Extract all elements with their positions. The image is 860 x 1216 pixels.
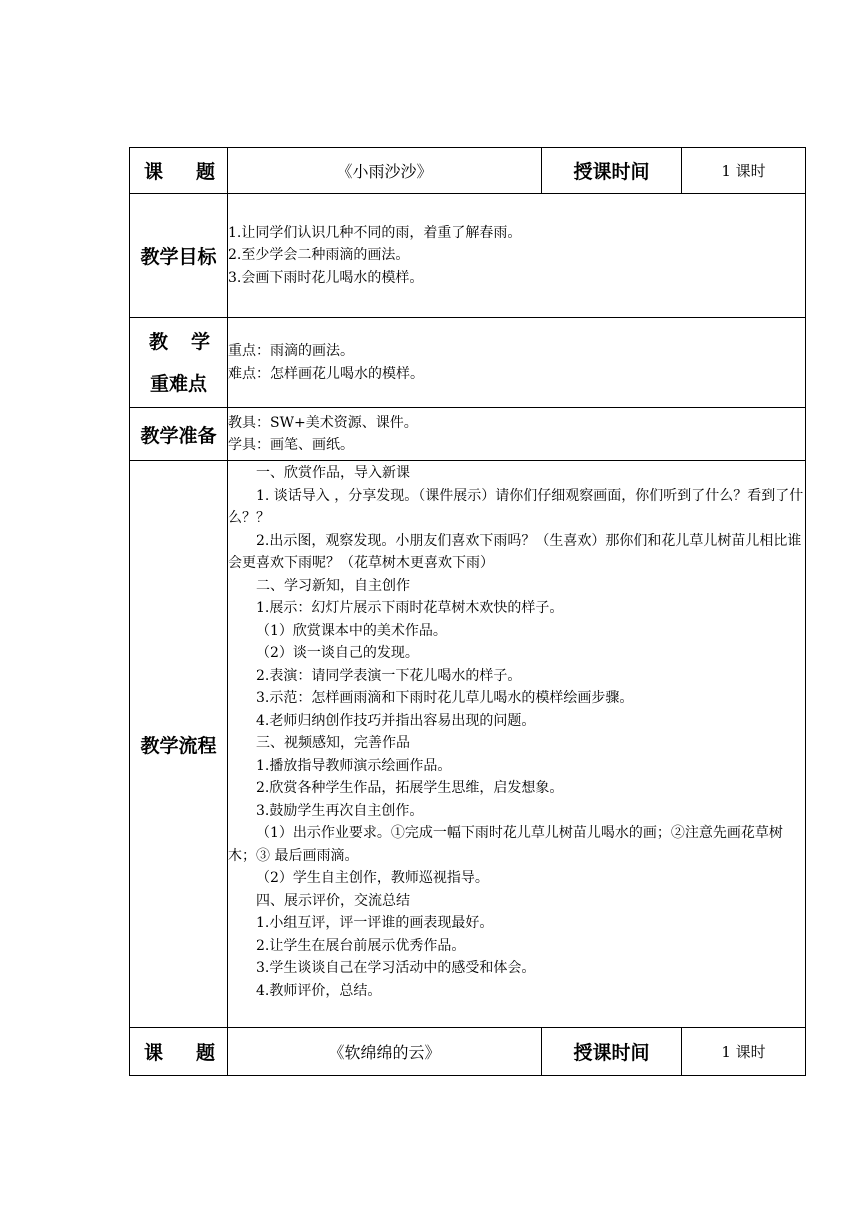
goals-row: [130, 194, 806, 318]
flow-section-heading: 二、学习新知，自主创作: [256, 577, 410, 594]
flow-step: 3.学生谈谈自己在学习活动中的感受和体会。: [256, 960, 536, 976]
time-label: 授课时间: [542, 148, 682, 194]
topic-label-char-1: 课: [144, 161, 164, 183]
flow-step: （1）出示作业要求。①完成一幅下雨时花儿草儿树苗儿喝水的画；②注意先画花草树木；③ 最后画雨滴。: [228, 825, 783, 864]
goals-label: 教学目标: [130, 194, 228, 318]
flow-step: 2.出示图，观察发现。小朋友们喜欢下雨吗？（生喜欢）那你们和花儿草儿树苗儿相比谁会更喜欢下雨呢？（花草树木更喜欢下雨）: [228, 532, 802, 571]
flow-label: 教学流程: [130, 461, 228, 1028]
flow-step: 4.老师归纳创作技巧并指出容易出现的问题。: [256, 712, 536, 729]
goals-content: [228, 194, 806, 318]
lesson2-title: 《软绵绵的云》: [228, 1028, 542, 1076]
lesson2-hours: 1 课时: [682, 1028, 806, 1076]
keypoints-label-cell: [130, 318, 228, 408]
keypoints-label-line-2: 重难点: [149, 372, 207, 395]
topic-label-cell: [130, 1028, 228, 1076]
flow-section-heading: 三、视频感知，完善作品: [256, 735, 410, 751]
keypoint-item: 重点：雨滴的画法。: [228, 343, 354, 359]
flow-step: 2.让学生在展台前展示优秀作品。: [256, 937, 466, 954]
keypoint-item: 难点：怎样画花儿喝水的模样。: [228, 365, 424, 382]
time-label: 授课时间: [542, 1028, 682, 1076]
flow-step: 1.展示：幻灯片展示下雨时花草树木欢快的样子。: [256, 600, 564, 616]
flow-section-heading: 四、展示评价，交流总结: [256, 892, 410, 909]
keypoints-content: [228, 318, 806, 408]
topic-label-char-1: 课: [144, 1042, 164, 1064]
flow-step: 3.鼓励学生再次自主创作。: [256, 802, 424, 819]
flow-step: 2.欣赏各种学生作品，拓展学生思维，启发想象。: [256, 780, 564, 796]
flow-step: 1.播放指导教师演示绘画作品。: [256, 757, 452, 774]
flow-row: [130, 461, 806, 1028]
lesson1-header-row: [130, 148, 806, 194]
prep-item: 教具：SW+美术资源、课件。: [228, 414, 418, 431]
topic-label-cell: [130, 148, 228, 194]
keypoints-label-char-1: 教: [149, 330, 169, 353]
flow-section-heading: 一、欣赏作品，导入新课: [256, 465, 410, 481]
lesson2-header-row: [130, 1028, 806, 1076]
lesson-plan-table: [129, 147, 806, 1076]
flow-step: （1）欣赏课本中的美术作品。: [256, 622, 447, 639]
goal-item: 3.会画下雨时花儿喝水的模样。: [228, 269, 424, 286]
prep-label: 教学准备: [130, 408, 228, 461]
lesson1-title: 《小雨沙沙》: [228, 148, 542, 194]
topic-label-char-2: 题: [195, 1042, 215, 1064]
prep-item: 学具：画笔、画纸。: [228, 437, 354, 453]
prep-content: [228, 408, 806, 461]
flow-step: （2）学生自主创作，教师巡视指导。: [256, 870, 489, 886]
keypoints-row: [130, 318, 806, 408]
flow-step: 4.教师评价，总结。: [256, 982, 382, 999]
keypoints-label-char-2: 学: [190, 330, 210, 353]
lesson1-hours: 1 课时: [682, 148, 806, 194]
flow-step: 3.示范：怎样画雨滴和下雨时花儿草儿喝水的模样绘画步骤。: [256, 690, 634, 706]
topic-label-char-2: 题: [195, 161, 215, 183]
flow-step: 2.表演：请同学表演一下花儿喝水的样子。: [256, 667, 522, 684]
flow-step: 1. 谈话导入 ，分享发现。（课件展示）请你们仔细观察画面，你们听到了什么？看到了什么？？: [228, 487, 804, 526]
goal-item: 2.至少学会二种雨滴的画法。: [228, 247, 410, 264]
flow-step: 1.小组互评，评一评谁的画表现最好。: [256, 915, 494, 931]
flow-step: （2）谈一谈自己的发现。: [256, 645, 419, 661]
flow-content: [228, 461, 806, 1028]
goal-item: 1.让同学们认识几种不同的雨，着重了解春雨。: [228, 224, 522, 241]
prep-row: [130, 408, 806, 461]
